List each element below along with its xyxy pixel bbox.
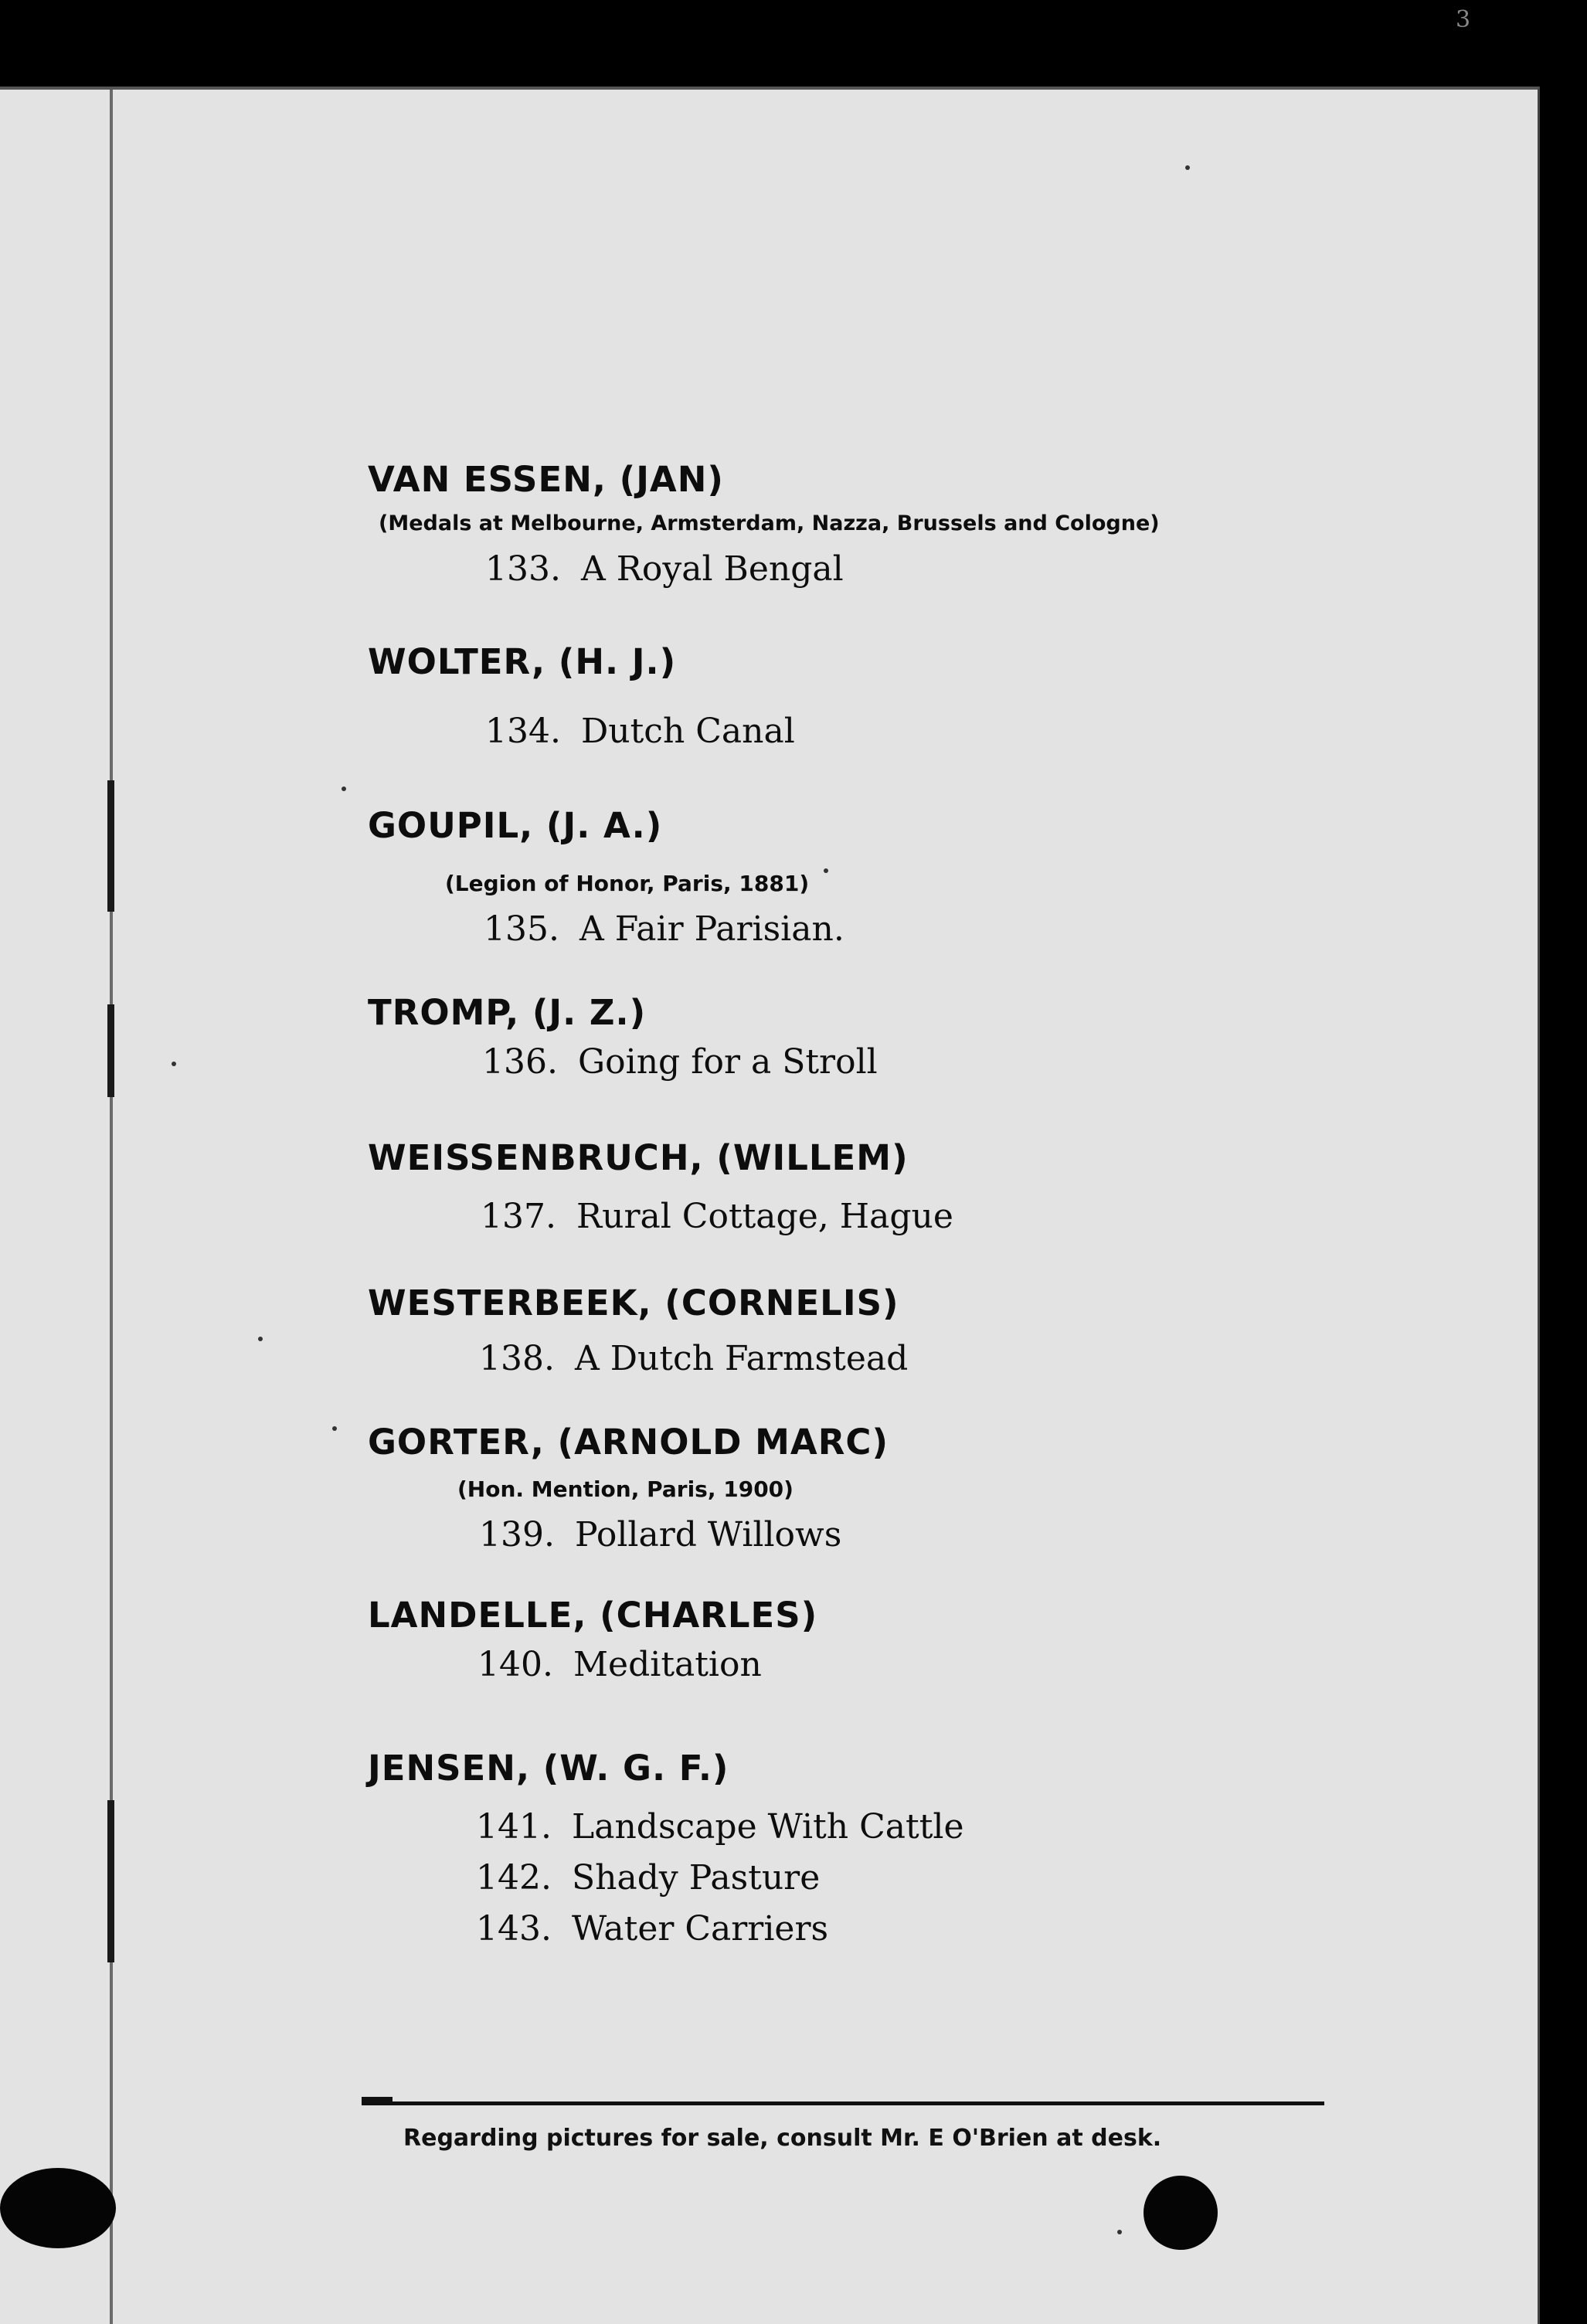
binding-shadow [107,1800,114,1962]
artist-name: GOUPIL, (J. A.) [368,805,663,846]
catalog-entry [368,638,1372,757]
footer-note: Regarding pictures for sale, consult Mr. E O'Brien at desk. [403,2125,1162,2152]
footer-rule [362,2101,1324,2105]
corner-mark: 3 [1456,6,1471,33]
work-item [368,544,1372,595]
artist-name: GORTER, (ARNOLD MARC) [368,1422,889,1463]
artist-name: JENSEN, (W. G. F.) [368,1748,729,1789]
speck [1117,2230,1122,2234]
work-title: A Fair Parisian. [579,909,844,949]
catalog-entry [368,802,1372,955]
catalog-entry [368,1419,1372,1561]
work-item [368,1853,1372,1904]
artist-name: WESTERBEEK, (CORNELIS) [368,1283,899,1323]
catalog-entry [368,456,1372,595]
catalog-entry [368,1745,1372,1955]
catalog-entry [368,1134,1372,1242]
punch-hole [0,2168,116,2248]
lot-number: 143. [476,1909,552,1949]
work-item [368,706,1372,757]
lot-number: 142. [476,1858,552,1898]
work-title: Going for a Stroll [578,1042,878,1082]
catalog-entry [368,1279,1372,1385]
lot-number: 136. [482,1042,558,1082]
lot-number: 138. [479,1339,555,1378]
lot-number: 137. [481,1197,556,1236]
lot-number: 134. [485,712,561,751]
work-title: Landscape With Cattle [572,1807,964,1847]
work-item [368,904,1372,955]
punch-hole [1144,2176,1218,2250]
lot-number: 133. [485,549,561,589]
speck [172,1062,176,1066]
lot-number: 141. [476,1807,552,1847]
catalog-list [368,456,1372,1955]
work-item [368,1639,1372,1690]
artist-name: TROMP, (J. Z.) [368,992,647,1033]
binding-shadow [107,780,114,912]
speck [332,1426,337,1431]
lot-number: 139. [479,1515,555,1554]
award-note: (Medals at Melbourne, Armsterdam, Nazza, Brussels and Cologne) [379,511,1160,535]
speck [258,1337,263,1341]
work-item [368,1334,1372,1385]
work-title: Dutch Canal [581,712,795,751]
work-item [368,1802,1372,1853]
work-title: Shady Pasture [572,1858,821,1898]
work-title: A Dutch Farmstead [575,1339,909,1378]
work-item [368,1510,1372,1561]
artist-name: LANDELLE, (CHARLES) [368,1595,818,1636]
work-title: A Royal Bengal [581,549,844,589]
work-item [368,1191,1372,1242]
catalog-entry [368,989,1372,1088]
work-title: Meditation [573,1645,762,1684]
work-title: Water Carriers [572,1909,829,1949]
work-title: Pollard Willows [575,1515,842,1554]
artist-name: VAN ESSEN, (JAN) [368,459,724,500]
artist-name: WEISSENBRUCH, (WILLEM) [368,1137,909,1178]
catalog-entry [368,1592,1372,1690]
speck [342,787,346,791]
award-note: (Hon. Mention, Paris, 1900) [457,1476,794,1502]
binding-shadow [107,1004,114,1097]
lot-number: 135. [484,909,559,949]
binding-edge [110,90,113,2324]
award-note: (Legion of Honor, Paris, 1881) [445,871,810,896]
work-item [368,1904,1372,1955]
artist-name: WOLTER, (H. J.) [368,641,677,682]
work-item [368,1037,1372,1088]
speck [1185,165,1190,170]
lot-number: 140. [477,1645,553,1684]
work-title: Rural Cottage, Hague [576,1197,953,1236]
